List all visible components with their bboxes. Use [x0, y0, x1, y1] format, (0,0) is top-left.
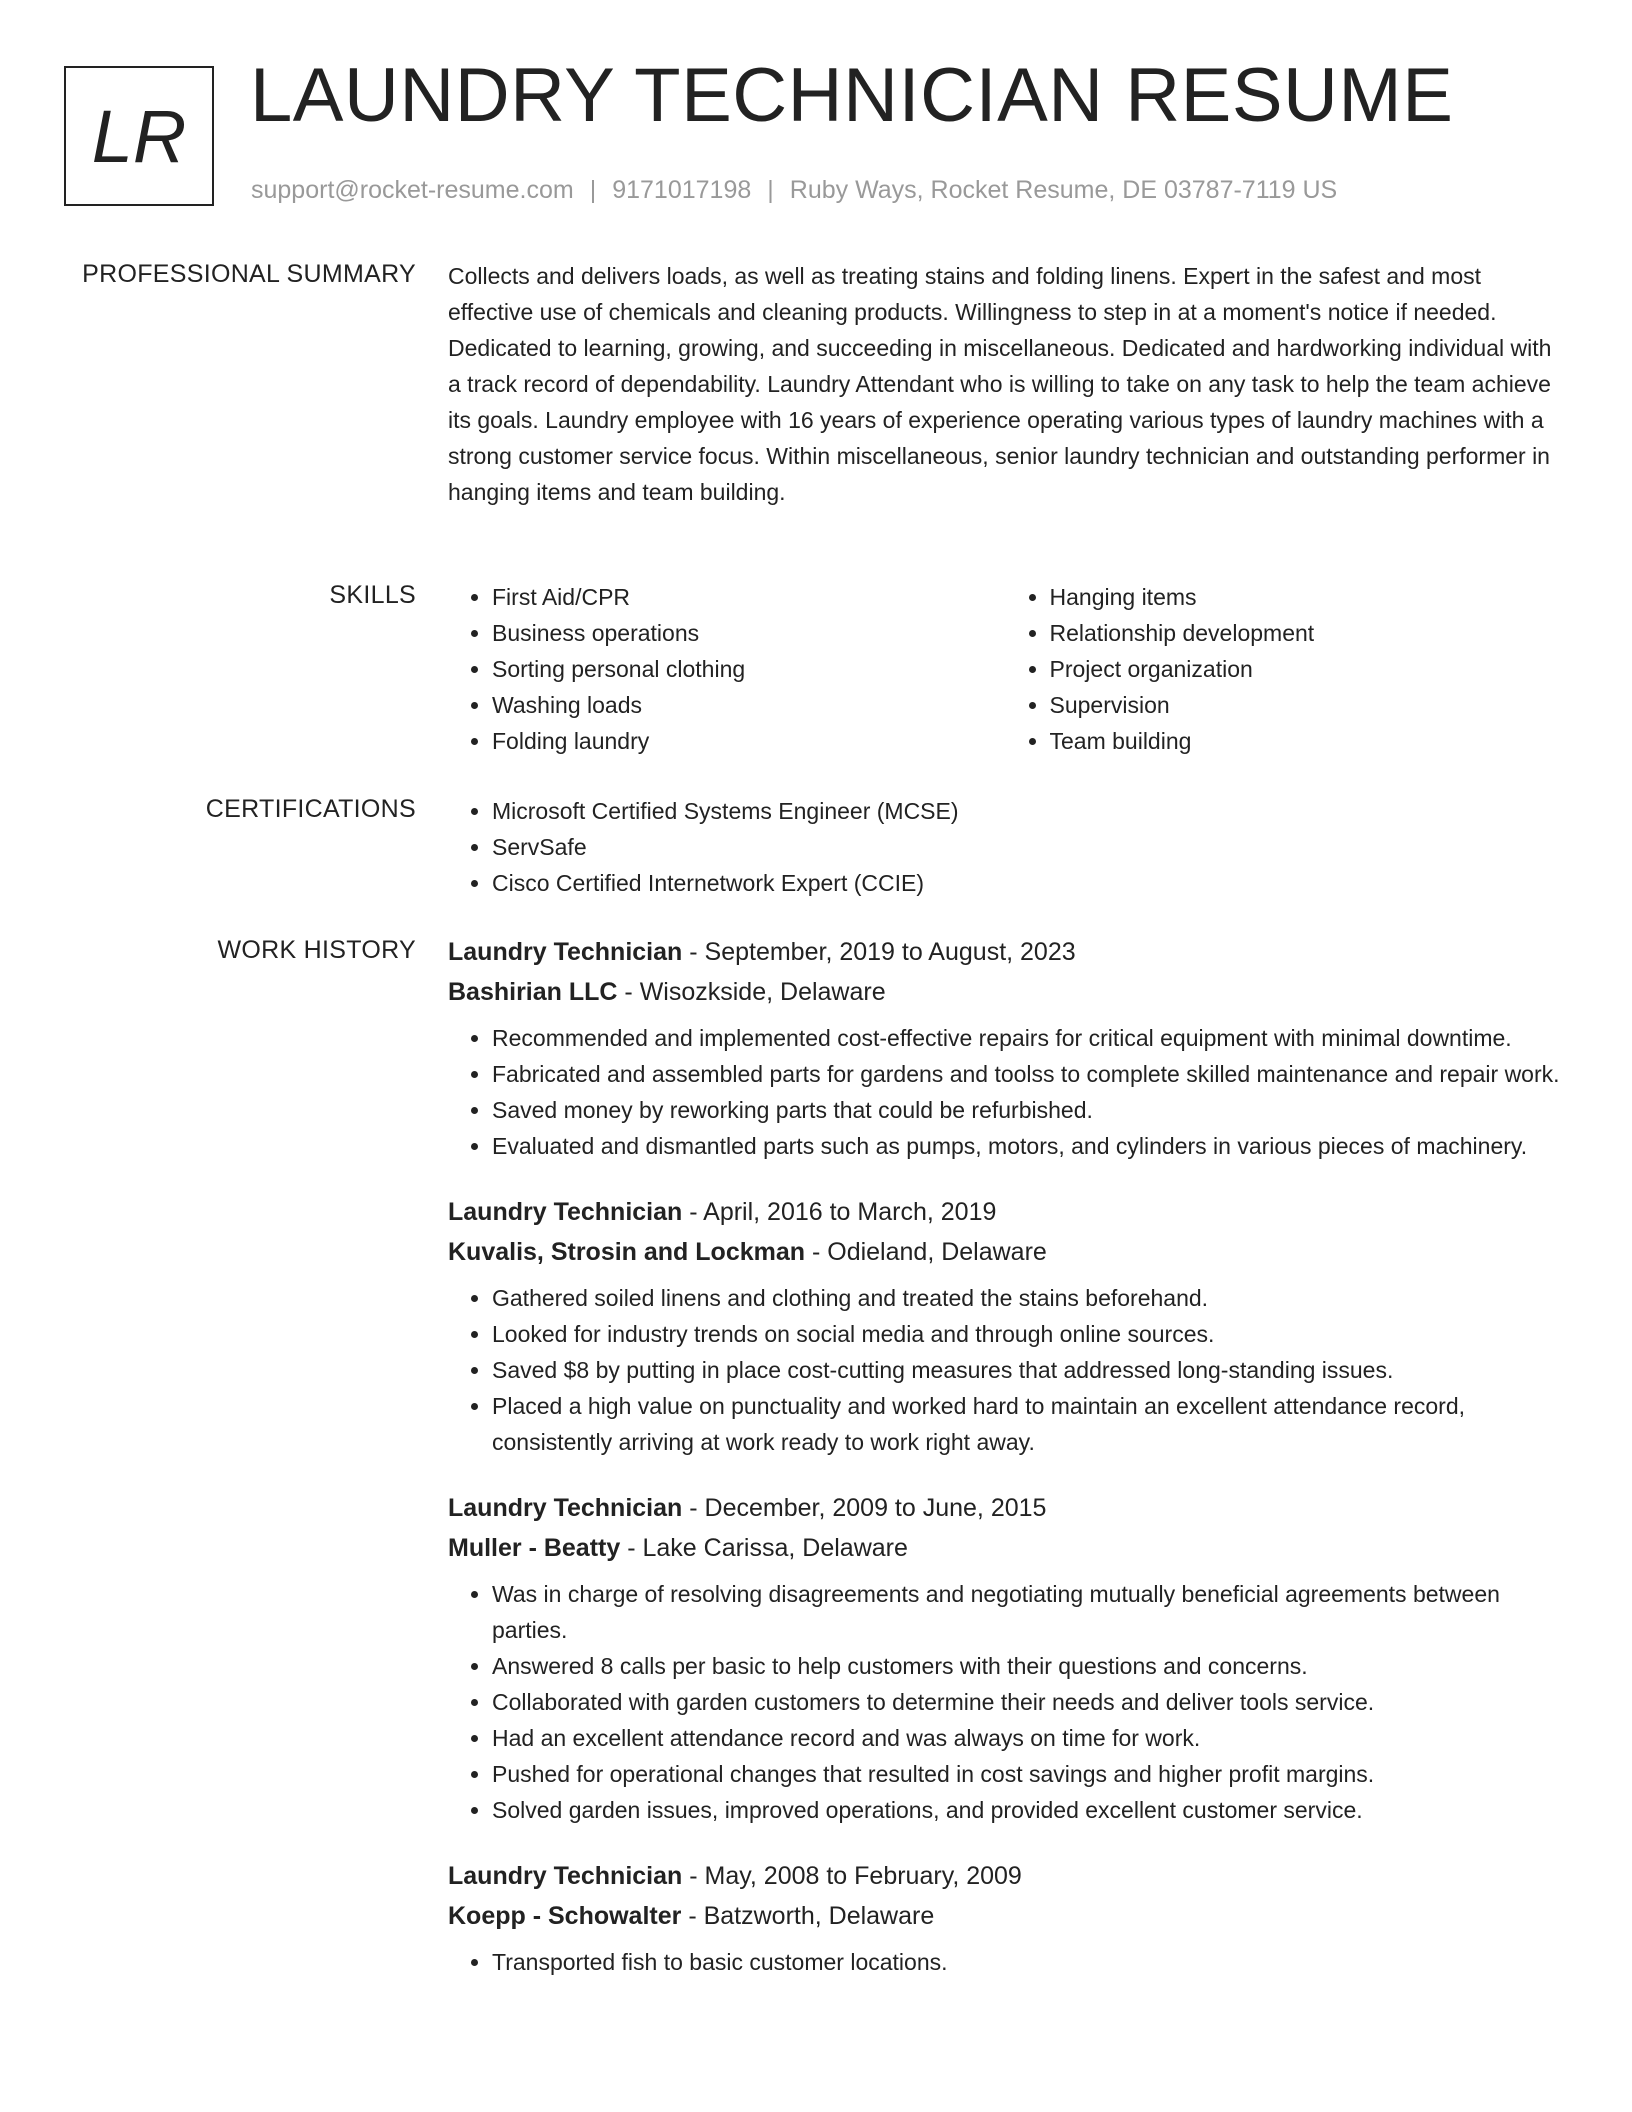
- resume-title: LAUNDRY TECHNICIAN RESUME: [250, 53, 1454, 138]
- job-title: Laundry Technician: [448, 1494, 683, 1522]
- job-duty: • Solved garden issues, improved operations, and provided excellent customer service.: [492, 1792, 1563, 1828]
- contact-line: [251, 176, 1337, 205]
- job-location: - Lake Carissa, Delaware: [620, 1534, 908, 1562]
- contact-separator: |: [589, 176, 597, 204]
- certification-item: • Cisco Certified Internetwork Expert (CCIE): [492, 865, 1563, 901]
- contact-phone[interactable]: 9171017198: [612, 176, 752, 204]
- skill-item: • Hanging items: [1050, 579, 1564, 615]
- skills-grid: [448, 579, 1563, 759]
- contact-address: Ruby Ways, Rocket Resume, DE 03787-7119 US: [789, 176, 1338, 204]
- job-dates: - December, 2009 to June, 2015: [682, 1494, 1047, 1522]
- job-entry: [448, 1856, 1563, 1980]
- job-duty: • Looked for industry trends on social media and through online sources.: [492, 1316, 1563, 1352]
- job-title-line: [448, 1488, 1563, 1528]
- job-duty: • Answered 8 calls per basic to help customers with their questions and concerns.: [492, 1648, 1563, 1684]
- job-entry: [448, 1488, 1563, 1828]
- job-duty: • Gathered soiled linens and clothing and treated the stains beforehand.: [492, 1280, 1563, 1316]
- job-title: Laundry Technician: [448, 938, 683, 966]
- skill-item: • Washing loads: [492, 687, 1006, 723]
- job-duties: [448, 1280, 1563, 1460]
- job-title: Laundry Technician: [448, 1198, 683, 1226]
- skill-item: • Team building: [1050, 723, 1564, 759]
- job-duty: • Pushed for operational changes that resulted in cost savings and higher profit margins.: [492, 1756, 1563, 1792]
- job-location: - Batzworth, Delaware: [681, 1902, 935, 1930]
- job-location: - Odieland, Delaware: [805, 1238, 1047, 1266]
- job-duties: [448, 1576, 1563, 1828]
- skill-item: • Folding laundry: [492, 723, 1006, 759]
- job-company: Kuvalis, Strosin and Lockman: [448, 1238, 806, 1266]
- skill-item: • Relationship development: [1050, 615, 1564, 651]
- job-duties: [448, 1020, 1563, 1164]
- job-company-line: [448, 1896, 1563, 1936]
- certifications-list: [448, 793, 1563, 901]
- skill-item: • Sorting personal clothing: [492, 651, 1006, 687]
- skill-item: • Supervision: [1050, 687, 1564, 723]
- job-company: Bashirian LLC: [448, 978, 618, 1006]
- contact-email[interactable]: support@rocket-resume.com: [251, 176, 574, 204]
- monogram-logo: LR: [64, 66, 214, 206]
- job-entry: [448, 1192, 1563, 1460]
- skills-list-left: [448, 579, 1006, 759]
- job-company-line: [448, 1528, 1563, 1568]
- work-history-heading: WORK HISTORY: [217, 936, 416, 964]
- job-duty: • Placed a high value on punctuality and worked hard to maintain an excellent attendance record, consistently arriving at work ready to work right away.: [492, 1388, 1563, 1460]
- certification-item: • Microsoft Certified Systems Engineer (MCSE): [492, 793, 1563, 829]
- job-duties: [448, 1944, 1563, 1980]
- job-duty: • Fabricated and assembled parts for gardens and toolss to complete skilled maintenance and repair work.: [492, 1056, 1563, 1092]
- certification-item: • ServSafe: [492, 829, 1563, 865]
- job-company-line: [448, 972, 1563, 1012]
- summary-text: Collects and delivers loads, as well as treating stains and folding linens. Expert in the safest and most effective use of chemicals and cleaning products. Willingness to step in at a moment's notice if needed. Dedicated to learning, growing, and succeeding in miscellaneous. Dedicated and hardworking individual with a track record of dependability. Laundry Attendant who is willing to take on any task to help the team achieve its goals. Laundry employee with 16 years of experience operating various types of laundry machines with a strong customer service focus. Within miscellaneous, senior laundry technician and outstanding performer in hanging items and team building.: [448, 263, 1552, 505]
- job-dates: - September, 2019 to August, 2023: [682, 938, 1076, 966]
- job-duty: • Transported fish to basic customer locations.: [492, 1944, 1563, 1980]
- job-company: Muller - Beatty: [448, 1534, 621, 1562]
- job-title: Laundry Technician: [448, 1862, 683, 1890]
- job-duty: • Saved money by reworking parts that could be refurbished.: [492, 1092, 1563, 1128]
- job-title-line: [448, 1192, 1563, 1232]
- skills-heading: SKILLS: [329, 581, 416, 609]
- certifications-heading: CERTIFICATIONS: [205, 795, 416, 823]
- skill-item: • Project organization: [1050, 651, 1564, 687]
- skill-item: • Business operations: [492, 615, 1006, 651]
- job-duty: • Recommended and implemented cost-effective repairs for critical equipment with minimal downtime.: [492, 1020, 1563, 1056]
- contact-separator: |: [767, 176, 774, 204]
- job-title-line: [448, 1856, 1563, 1896]
- job-duty: • Had an excellent attendance record and was always on time for work.: [492, 1720, 1563, 1756]
- job-entry: [448, 932, 1563, 1164]
- job-duty: • Saved $8 by putting in place cost-cutting measures that addressed long-standing issues.: [492, 1352, 1563, 1388]
- job-company-line: [448, 1232, 1563, 1272]
- job-duty: • Was in charge of resolving disagreements and negotiating mutually beneficial agreements between parties.: [492, 1576, 1563, 1648]
- summary-heading: PROFESSIONAL SUMMARY: [82, 260, 416, 288]
- job-location: - Wisozkside, Delaware: [617, 978, 886, 1006]
- job-company: Koepp - Schowalter: [448, 1902, 682, 1930]
- job-dates: - May, 2008 to February, 2009: [682, 1862, 1022, 1890]
- skill-item: • First Aid/CPR: [492, 579, 1006, 615]
- skills-list-right: [1006, 579, 1564, 759]
- job-duty: • Collaborated with garden customers to determine their needs and deliver tools service.: [492, 1684, 1563, 1720]
- certifications-body: [448, 793, 1563, 901]
- job-duty: • Evaluated and dismantled parts such as pumps, motors, and cylinders in various pieces of machinery.: [492, 1128, 1563, 1164]
- job-title-line: [448, 932, 1563, 972]
- work-history-body: [448, 932, 1563, 2008]
- job-dates: - April, 2016 to March, 2019: [682, 1198, 997, 1226]
